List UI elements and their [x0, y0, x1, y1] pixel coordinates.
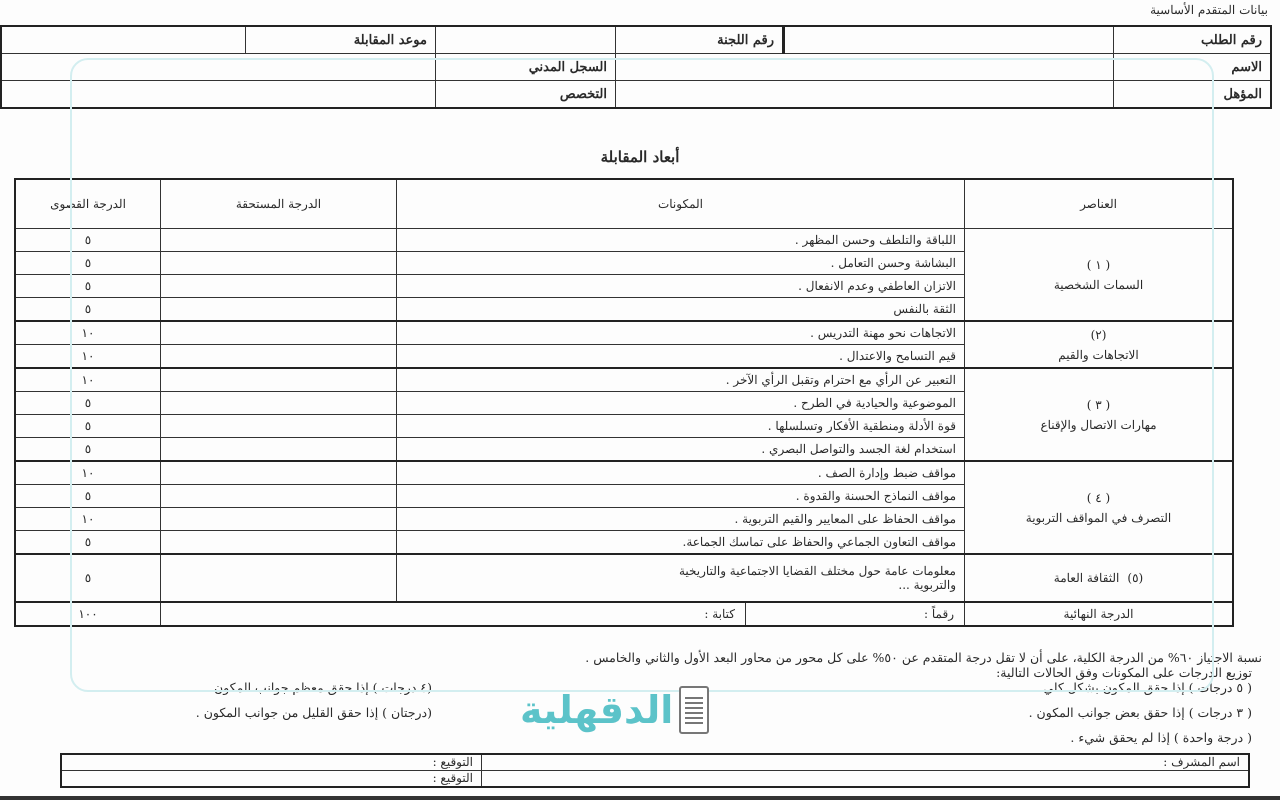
field-qualification[interactable] [616, 81, 1114, 109]
element-number: (٢) [1090, 327, 1107, 342]
max-score: ٥ [15, 229, 161, 252]
max-score: ٥ [15, 252, 161, 275]
element-name: الثقافة العامة [1053, 571, 1120, 585]
element-number: ( ٣ ) [1086, 397, 1111, 412]
element-number: ( ٤ ) [1086, 490, 1111, 505]
max-score: ٥ [15, 485, 161, 508]
watermark-logo [520, 682, 709, 738]
component-text: مواقف التعاون الجماعي والحفاظ على تماسك الجماعة. [397, 531, 965, 555]
element-name: مهارات الاتصال والإقناع [1040, 417, 1157, 432]
component-text: اللباقة والتلطف وحسن المظهر . [397, 229, 965, 252]
field-specialization[interactable] [1, 81, 436, 109]
element-name: التصرف في المواقف التربوية [1025, 510, 1172, 525]
field-committee-number[interactable] [436, 26, 616, 54]
max-score: ١٠ [15, 461, 161, 485]
distribution-heading: توزيع الدرجات على المكونات وفق الحالات التالية: [996, 665, 1252, 680]
component-text: مواقف الحفاظ على المعايير والقيم التربوية . [397, 508, 965, 531]
header-elements: العناصر [965, 179, 1234, 229]
table-row [15, 321, 1233, 345]
element-cell [965, 368, 1234, 461]
earned-score-field[interactable] [161, 321, 397, 345]
max-score: ٥ [15, 415, 161, 438]
label-civil-id: السجل المدني [436, 54, 616, 81]
component-text: الثقة بالنفس [397, 298, 965, 322]
label-name: الاسم [1114, 54, 1272, 81]
earned-score-field[interactable] [161, 554, 397, 602]
label-request-number: رقم الطلب [1114, 26, 1272, 54]
component-text: الموضوعية والحيادية في الطرح . [397, 392, 965, 415]
element-cell [965, 461, 1234, 554]
element-name: الاتجاهات والقيم [1058, 347, 1139, 362]
earned-score-field[interactable] [161, 229, 397, 252]
component-text: قوة الأدلة ومنطقية الأفكار وتسلسلها . [397, 415, 965, 438]
header-components: المكونات [397, 179, 965, 229]
grade-4: (٤ درجات ) إذا حقق معظم جوانب المكون . [206, 680, 432, 695]
second-name[interactable] [482, 771, 1250, 788]
second-signature[interactable]: التوقيع : [61, 771, 482, 788]
element-cell [965, 321, 1234, 368]
element-name: السمات الشخصية [1053, 277, 1144, 292]
final-score-words[interactable]: كتابة : [704, 607, 735, 621]
table-row [15, 554, 1233, 602]
interview-dimensions-table [14, 178, 1234, 627]
max-score: ١٠ [15, 368, 161, 392]
final-score-digits[interactable]: رقماً : [745, 603, 964, 625]
table-row [15, 368, 1233, 392]
earned-score-field[interactable] [161, 485, 397, 508]
newspaper-icon [679, 686, 709, 734]
earned-score-field[interactable] [161, 461, 397, 485]
header-max: الدرجة القصوى [15, 179, 161, 229]
earned-score-field[interactable] [161, 531, 397, 555]
bottom-edge [0, 796, 1280, 800]
component-text: الاتجاهات نحو مهنة التدريس . [397, 321, 965, 345]
component-text: مواقف ضبط وإدارة الصف . [397, 461, 965, 485]
component-text: قيم التسامح والاعتدال . [397, 345, 965, 369]
earned-score-field[interactable] [161, 438, 397, 462]
supervisor-signature[interactable]: التوقيع : [61, 754, 482, 771]
section-caption: بيانات المتقدم الأساسية [1150, 3, 1268, 17]
max-score: ٥ [15, 275, 161, 298]
max-score: ٥ [15, 438, 161, 462]
component-text: التعبير عن الرأي مع احترام وتقبل الرأي الآخر . [397, 368, 965, 392]
element-number: (٥) [1127, 571, 1144, 585]
component-text: مواقف النماذج الحسنة والقدوة . [397, 485, 965, 508]
grade-1: ( درجة واحدة ) إذا لم يحقق شيء . [1070, 730, 1252, 745]
applicant-info-table [0, 25, 1272, 109]
max-score: ٥ [15, 554, 161, 602]
final-score-label: الدرجة النهائية [965, 602, 1234, 626]
label-specialization: التخصص [436, 81, 616, 109]
max-score: ١٠ [15, 508, 161, 531]
component-text: معلومات عامة حول مختلف القضايا الاجتماعية والتاريخية والتربوية ... [397, 554, 965, 602]
max-score: ٥ [15, 392, 161, 415]
label-interview-date: موعد المقابلة [246, 26, 436, 54]
label-qualification: المؤهل [1114, 81, 1272, 109]
max-score: ١٠ [15, 321, 161, 345]
component-text: البشاشة وحسن التعامل . [397, 252, 965, 275]
max-score: ١٠ [15, 345, 161, 369]
max-score: ٥ [15, 298, 161, 322]
page-title: أبعاد المقابلة [600, 148, 680, 166]
field-interview-date[interactable] [1, 26, 246, 54]
earned-score-field[interactable] [161, 298, 397, 322]
earned-score-field[interactable] [161, 252, 397, 275]
table-row [15, 229, 1233, 252]
element-number: ( ١ ) [1086, 257, 1111, 272]
element-cell [965, 554, 1234, 602]
supervisor-name[interactable]: اسم المشرف : [482, 754, 1250, 771]
field-request-number[interactable] [784, 26, 1114, 54]
signature-table [60, 753, 1250, 788]
header-earned: الدرجة المستحقة [161, 179, 397, 229]
earned-score-field[interactable] [161, 392, 397, 415]
final-score-max: ١٠٠ [15, 602, 161, 626]
final-score-cells [161, 602, 965, 626]
field-name[interactable] [616, 54, 1114, 81]
grade-2: (درجتان ) إذا حقق القليل من جوانب المكون . [195, 705, 432, 720]
element-cell [965, 229, 1234, 322]
component-text: الاتزان العاطفي وعدم الانفعال . [397, 275, 965, 298]
earned-score-field[interactable] [161, 345, 397, 369]
pass-rate-note: نسبة الاجتياز ٦٠% من الدرجة الكلية، على أن لا تقل درجة المتقدم عن ٥٠% على كل محور من محاور البعد الأول والثاني والخامس . [585, 650, 1262, 665]
label-committee-number: رقم اللجنة [616, 26, 784, 54]
grade-5: ( ٥ درجات ) إذا حقق المكون بشكل كلي . [1035, 680, 1252, 695]
earned-score-field[interactable] [161, 275, 397, 298]
earned-score-field[interactable] [161, 368, 397, 392]
field-civil-id[interactable] [1, 54, 436, 81]
earned-score-field[interactable] [161, 508, 397, 531]
watermark-logo-text: الدقهلية [520, 688, 674, 732]
grade-3: ( ٣ درجات ) إذا حقق بعض جوانب المكون . [1028, 705, 1252, 720]
earned-score-field[interactable] [161, 415, 397, 438]
table-row [15, 461, 1233, 485]
max-score: ٥ [15, 531, 161, 555]
component-text: استخدام لغة الجسد والتواصل البصري . [397, 438, 965, 462]
